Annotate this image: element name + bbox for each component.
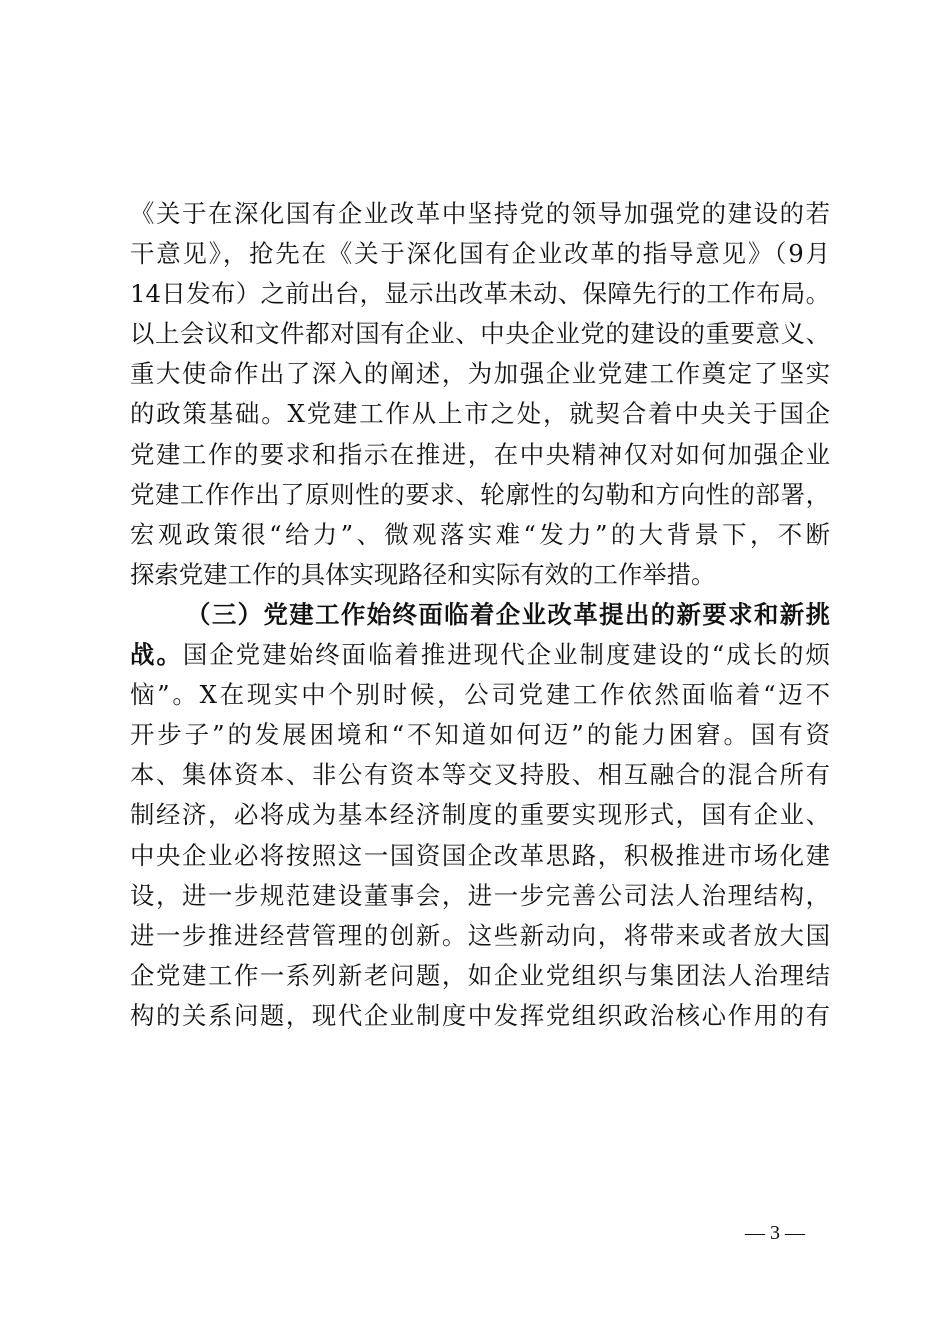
text-line-10: 探索党建工作的具体实现路径和实际有效的工作举措。 [130,559,716,589]
body-text [130,194,830,1036]
section-3-line-6: 制经济，必将成为基本经济制度的重要实现形式，国有企业、 [130,800,830,830]
text-line-1: 《关于在深化国有企业改革中坚持党的领导加强党的建设的若 [130,199,830,228]
section-3-line-4: 开步子”的发展困境和“不知道如何迈”的能力困窘。国有资 [130,720,830,750]
text-line-4: 以上会议和文件都对国有企业、中央企业党的建设的重要意义、 [130,319,830,349]
section-3-heading: （三）党建工作始终面临着企业改革提出的新要求和新挑 [186,599,830,629]
text-line-3: 14日发布）之前出台，显示出改革未动、保障先行的工作布局。 [130,279,830,309]
text-line-5: 重大使命作出了深入的阐述，为加强企业党建工作奠定了坚实 [130,359,830,389]
section-3-line-7: 中央企业必将按照这一国资国企改革思路，积极推进市场化建 [130,840,830,870]
section-3-line-9: 进一步推进经营管理的创新。这些新动向，将带来或者放大国 [130,920,830,950]
section-3-line-11: 构的关系问题，现代企业制度中发挥党组织政治核心作用的有 [130,1000,830,1030]
section-3-heading-end: 战。 [130,640,183,670]
text-line-8: 党建工作作出了原则性的要求、轮廓性的勾勒和方向性的部署， [130,479,830,509]
section-3-line-2-text: 国企党建始终面临着推进现代企业制度建设的“成长的烦 [182,640,830,670]
text-line-2: 干意见》，抢先在《关于深化国有企业改革的指导意见》（9月 [130,239,830,269]
section-3-line-3: 恼”。X在现实中个别时候，公司党建工作依然面临着“迈不 [130,680,830,710]
text-line-6: 的政策基础。X党建工作从上市之处，就契合着中央关于国企 [130,399,830,429]
section-3-line-5: 本、集体资本、非公有资本等交叉持股、相互融合的混合所有 [130,760,830,790]
section-3-line-8: 设，进一步规范建设董事会，进一步完善公司法人治理结构， [130,880,830,910]
section-3-line-10: 企党建工作一系列新老问题，如企业党组织与集团法人治理结 [130,960,830,990]
section-3-line-2 [130,635,830,675]
text-line-9: 宏观政策很“给力”、微观落实难“发力”的大背景下，不断 [130,519,830,549]
page-number: — 3 — [745,1222,805,1244]
text-line-7: 党建工作的要求和指示在推进，在中央精神仅对如何加强企业 [130,439,830,469]
